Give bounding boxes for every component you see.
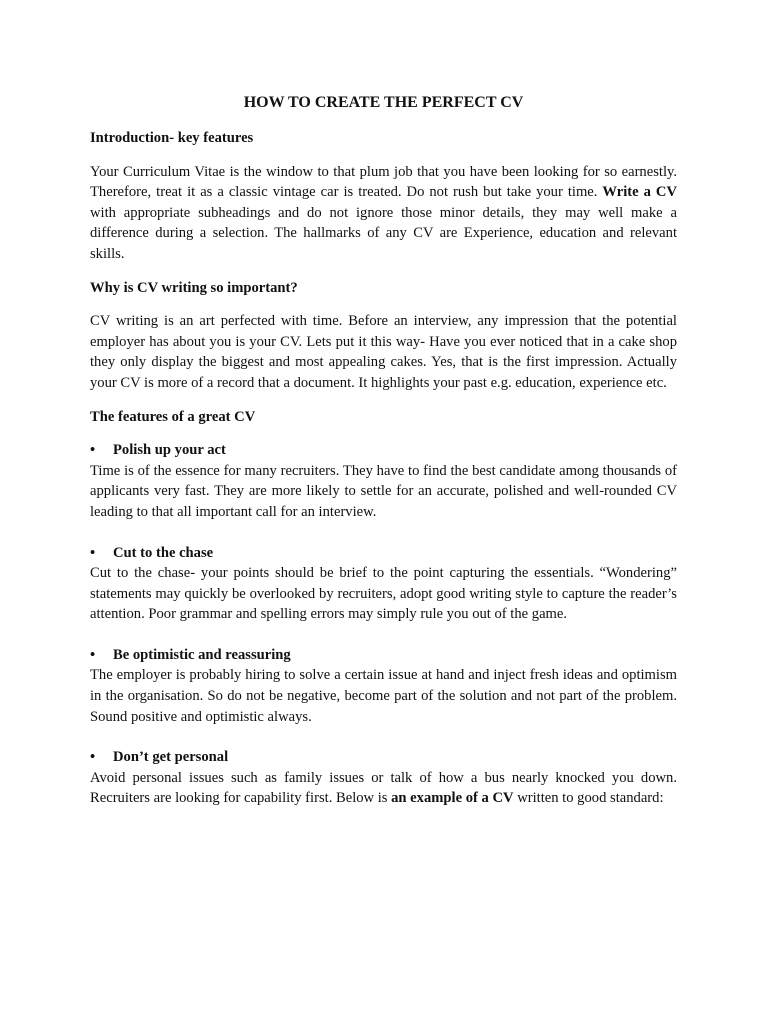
intro-text-start: Your Curriculum Vitae is the window to that plum job that you have been looking for so earnestly. Therefore, treat it as a classic vintage car is treated. Do not rush but take your time. [90, 163, 677, 201]
feature-item-text: Cut to the chase- your points should be brief to the point capturing the essentials. “Wondering” statements may quickly be overlooked by recruiters, adopt good writing style to capture the reader’s attention. Poor grammar and spelling errors may simply rule you out of the game. [90, 565, 677, 623]
bullet-icon: • [90, 646, 96, 663]
intro-paragraph [90, 162, 677, 265]
feature-item-text: Time is of the essence for many recruiters. They have to find the best candidate among thousands of applicants very fast. They are more likely to settle for an accurate, polished and well-rounded CV leading to that all important call for an interview. [90, 462, 677, 520]
feature-text-start: Avoid personal issues such as family issues or talk of how a bus nearly knocked you down. Recruiters are looking for capability first. Below is [90, 769, 677, 807]
intro-text-end: with appropriate subheadings and do not ignore those minor details, they may well make a difference during a selection. The hallmarks of any CV are Experience, education and relevant skills. [90, 204, 677, 262]
feature-list [90, 440, 677, 809]
feature-item-text [90, 768, 677, 809]
feature-item-text: The employer is probably hiring to solve a certain issue at hand and inject fresh ideas and optimism in the organisation. So do not be negative, become part of the solution and not part of the problem. Sound positive and optimistic always. [90, 667, 677, 725]
bullet-icon: • [90, 749, 96, 766]
example-cv-bold-text: an example of a CV [391, 790, 514, 807]
document-page [90, 92, 677, 809]
feature-item-title [90, 543, 677, 564]
feature-title-text: Don’t get personal [113, 749, 229, 766]
bullet-icon: • [90, 544, 96, 561]
feature-item-title [90, 747, 677, 768]
features-heading: The features of a great CV [90, 408, 256, 425]
document-title: HOW TO CREATE THE PERFECT CV [243, 94, 524, 111]
intro-heading: Introduction- key features [90, 130, 254, 146]
importance-heading: Why is CV writing so important? [90, 279, 298, 296]
bullet-icon: • [90, 442, 96, 459]
feature-text-end: written to good standard: [513, 790, 664, 807]
feature-title-text: Cut to the chase [113, 544, 214, 561]
feature-title-text: Be optimistic and reassuring [113, 646, 291, 663]
feature-title-text: Polish up your act [113, 442, 226, 459]
feature-item-title [90, 440, 677, 461]
intro-bold-link-text: Write a CV [602, 184, 677, 201]
importance-paragraph: CV writing is an art perfected with time. Before an interview, any impression that the potential employer has about you is your CV. Lets put it this way- Have you ever noticed that in a cake shop they only display the biggest and most appealing cakes. Yes, that is the first impression. Actually your CV is more of a record that a document. It highlights your past e.g. education, experience etc. [90, 313, 677, 391]
feature-item-title [90, 645, 677, 666]
